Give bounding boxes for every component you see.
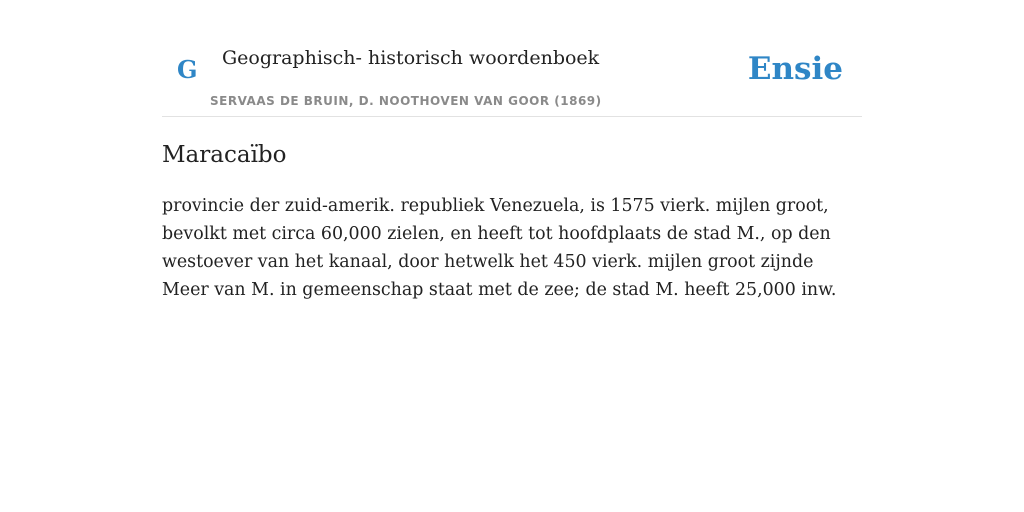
entry-body: provincie der zuid-amerik. republiek Venezuela, is 1575 vierk. mijlen groot, bevolkt met circa 60,000 zielen, en heeft tot hoofdplaats de stad M., op den westoever van het kanaal, door hetwelk het 450 vierk. mijlen groot zijnde Meer van M. in gemeenschap staat met de zee; de stad M. heeft 25,000 inw. xyxy=(162,196,837,300)
book-header xyxy=(162,30,862,117)
book-logo-letter[interactable]: G xyxy=(177,55,198,84)
book-author: SERVAAS DE BRUIN, D. NOOTHOVEN VAN GOOR (1869) xyxy=(210,94,602,108)
entry-title: Maracaïbo xyxy=(162,142,287,168)
ensie-logo-link[interactable]: Ensie xyxy=(747,51,843,87)
book-title-link[interactable]: Geographisch- historisch woordenboek xyxy=(222,47,600,69)
